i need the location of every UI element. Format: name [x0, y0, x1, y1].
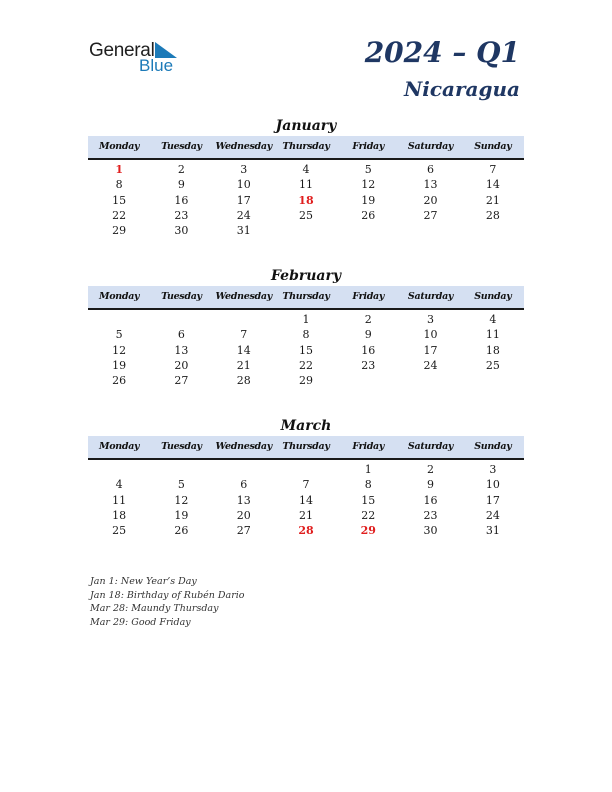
- day-cell: 18: [485, 343, 500, 357]
- day-cell: 18: [112, 508, 127, 522]
- day-cell: 29: [112, 224, 127, 238]
- week-row: [88, 508, 524, 523]
- day-cell: 11: [298, 178, 313, 192]
- day-cell: 20: [236, 508, 251, 522]
- day-cell: 2: [427, 463, 435, 476]
- day-cell: 6: [427, 163, 435, 176]
- holiday-notes: [90, 575, 245, 629]
- weekday-monday: Monday: [99, 441, 140, 452]
- weekday-monday: Monday: [99, 291, 140, 302]
- day-cell: 3: [240, 163, 248, 176]
- month-name: January: [275, 118, 337, 134]
- weekday-friday: Friday: [352, 141, 385, 152]
- empty-day-cell: [150, 462, 212, 477]
- day-cell: 10: [236, 178, 251, 192]
- week-row: [88, 343, 524, 358]
- day-cell: 26: [361, 208, 376, 222]
- month-name: March: [280, 418, 332, 434]
- day-cell: 25: [112, 524, 127, 538]
- week-row: [88, 327, 524, 342]
- day-cell: 4: [302, 163, 310, 176]
- day-cell: 3: [427, 313, 435, 326]
- day-cell: 28: [236, 374, 251, 388]
- day-cell: 15: [298, 343, 313, 357]
- day-cell: 24: [485, 508, 500, 522]
- weekday-friday: Friday: [352, 291, 385, 302]
- day-cell: 4: [115, 478, 123, 492]
- day-cell: 12: [361, 178, 376, 192]
- day-cell: 16: [174, 193, 189, 207]
- weekday-header: [88, 286, 524, 310]
- day-cell: 1: [302, 313, 310, 326]
- holiday-note: Mar 28: Maundy Thursday: [90, 603, 219, 614]
- day-cell: 30: [423, 524, 438, 538]
- day-cell: 28: [298, 524, 314, 538]
- day-cell: 20: [174, 358, 189, 372]
- week-row: [88, 193, 524, 208]
- day-grid: [88, 462, 524, 538]
- weekday-thursday: Thursday: [282, 141, 330, 152]
- day-cell: 20: [423, 193, 438, 207]
- week-row: [88, 162, 524, 177]
- empty-day-cell: [213, 312, 275, 327]
- day-cell: 29: [298, 374, 313, 388]
- day-cell: 25: [298, 208, 313, 222]
- empty-day-cell: [213, 462, 275, 477]
- day-cell: 24: [236, 208, 251, 222]
- week-row: [88, 477, 524, 492]
- day-cell: 27: [236, 524, 251, 538]
- day-cell: 19: [361, 193, 376, 207]
- day-cell: 6: [240, 478, 248, 492]
- day-cell: 25: [485, 358, 500, 372]
- day-cell: 27: [174, 374, 189, 388]
- day-cell: 13: [174, 343, 189, 357]
- weekday-monday: Monday: [99, 141, 140, 152]
- empty-day-cell: [462, 223, 524, 238]
- holiday-note: Mar 29: Good Friday: [90, 616, 191, 628]
- empty-day-cell: [337, 223, 399, 238]
- day-cell: 16: [361, 343, 376, 357]
- weekday-wednesday: Wednesday: [215, 291, 272, 302]
- empty-day-cell: [399, 373, 461, 388]
- month-name: February: [270, 268, 341, 284]
- weekday-header: [88, 436, 524, 460]
- day-cell: 2: [364, 313, 372, 326]
- day-cell: 10: [423, 328, 438, 342]
- day-cell: 5: [177, 478, 185, 492]
- day-cell: 9: [364, 328, 372, 342]
- day-cell: 3: [489, 463, 497, 476]
- day-cell: 12: [112, 343, 127, 357]
- day-grid: [88, 312, 524, 388]
- weekday-thursday: Thursday: [282, 291, 330, 302]
- weekday-saturday: Saturday: [407, 291, 454, 302]
- weekday-thursday: Thursday: [282, 441, 330, 452]
- day-cell: 17: [423, 343, 438, 357]
- day-cell: 22: [112, 208, 127, 222]
- day-cell: 28: [485, 208, 500, 222]
- week-row: [88, 523, 524, 538]
- month-february: [88, 266, 524, 388]
- weekday-wednesday: Wednesday: [215, 441, 272, 452]
- day-cell: 29: [360, 524, 376, 538]
- day-cell: 11: [485, 328, 500, 342]
- day-cell: 8: [302, 328, 310, 342]
- day-cell: 18: [298, 193, 314, 207]
- day-cell: 23: [361, 358, 376, 372]
- empty-day-cell: [399, 223, 461, 238]
- weekday-wednesday: Wednesday: [215, 141, 272, 152]
- day-cell: 19: [112, 358, 127, 372]
- weekday-sunday: Sunday: [474, 291, 512, 302]
- day-cell: 6: [177, 328, 185, 342]
- day-cell: 22: [298, 358, 313, 372]
- day-cell: 31: [485, 524, 500, 538]
- holiday-note: Jan 1: New Year’s Day: [90, 576, 197, 587]
- week-row: [88, 358, 524, 373]
- day-cell: 2: [177, 163, 185, 176]
- day-cell: 9: [177, 178, 185, 192]
- day-cell: 21: [485, 193, 500, 207]
- week-row: [88, 462, 524, 477]
- day-cell: 13: [423, 178, 438, 192]
- day-cell: 14: [298, 493, 313, 507]
- day-cell: 1: [115, 163, 123, 176]
- day-cell: 12: [174, 493, 189, 507]
- day-cell: 1: [364, 463, 372, 476]
- logo-blue-text: Blue: [139, 56, 174, 75]
- week-row: [88, 177, 524, 192]
- day-cell: 7: [240, 328, 248, 342]
- day-cell: 7: [302, 478, 310, 492]
- day-cell: 7: [489, 163, 497, 176]
- week-row: [88, 312, 524, 327]
- day-cell: 14: [236, 343, 251, 357]
- week-row: [88, 223, 524, 238]
- day-cell: 5: [115, 328, 123, 342]
- day-cell: 15: [361, 493, 376, 507]
- weekday-tuesday: Tuesday: [161, 441, 202, 452]
- day-grid: [88, 162, 524, 238]
- day-cell: 8: [364, 478, 372, 492]
- day-cell: 4: [489, 313, 497, 326]
- empty-day-cell: [462, 373, 524, 388]
- day-cell: 11: [112, 493, 127, 507]
- weekday-tuesday: Tuesday: [161, 291, 202, 302]
- day-cell: 17: [236, 193, 251, 207]
- day-cell: 13: [236, 493, 251, 507]
- day-cell: 24: [423, 358, 438, 372]
- page-title: 2024 – Q1: [364, 36, 520, 69]
- day-cell: 21: [298, 508, 313, 522]
- empty-day-cell: [337, 373, 399, 388]
- day-cell: 17: [485, 493, 500, 507]
- month-january: [88, 116, 524, 238]
- country-subtitle: Nicaragua: [404, 77, 520, 101]
- day-cell: 15: [112, 193, 127, 207]
- week-row: [88, 208, 524, 223]
- day-cell: 16: [423, 493, 438, 507]
- empty-day-cell: [275, 223, 337, 238]
- month-march: [88, 416, 524, 538]
- weekday-friday: Friday: [352, 441, 385, 452]
- day-cell: 27: [423, 208, 438, 222]
- day-cell: 14: [485, 178, 500, 192]
- day-cell: 8: [115, 178, 123, 192]
- day-cell: 26: [174, 524, 189, 538]
- weekday-saturday: Saturday: [407, 141, 454, 152]
- weekday-saturday: Saturday: [407, 441, 454, 452]
- holiday-note: Jan 18: Birthday of Rubén Dario: [90, 589, 245, 601]
- day-cell: 31: [236, 224, 251, 238]
- day-cell: 10: [485, 478, 500, 492]
- day-cell: 23: [174, 208, 189, 222]
- day-cell: 26: [112, 374, 127, 388]
- day-cell: 22: [361, 508, 376, 522]
- weekday-header: [88, 136, 524, 160]
- empty-day-cell: [275, 462, 337, 477]
- day-cell: 19: [174, 508, 189, 522]
- day-cell: 21: [236, 358, 251, 372]
- logo: [89, 40, 189, 76]
- logo-general-text: General: [89, 40, 155, 61]
- empty-day-cell: [150, 312, 212, 327]
- day-cell: 5: [364, 163, 372, 176]
- week-row: [88, 373, 524, 388]
- weekday-sunday: Sunday: [474, 441, 512, 452]
- day-cell: 30: [174, 224, 189, 238]
- day-cell: 9: [427, 478, 435, 492]
- day-cell: 23: [423, 508, 438, 522]
- empty-day-cell: [88, 312, 150, 327]
- weekday-tuesday: Tuesday: [161, 141, 202, 152]
- empty-day-cell: [88, 462, 150, 477]
- week-row: [88, 493, 524, 508]
- weekday-sunday: Sunday: [474, 141, 512, 152]
